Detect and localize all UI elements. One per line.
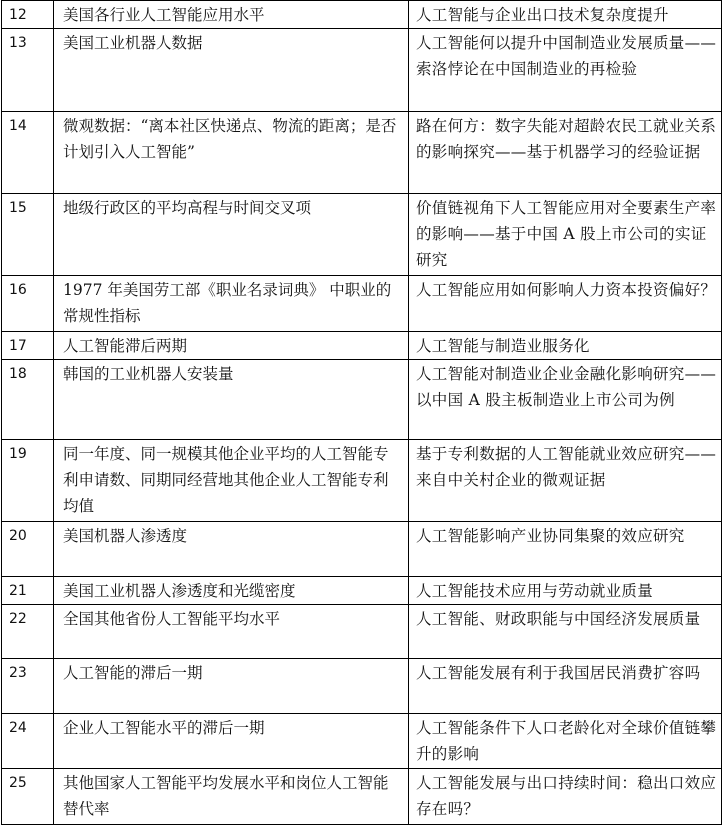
table-row <box>2 194 722 276</box>
row-number: 17 <box>2 332 54 360</box>
row-number: 15 <box>2 194 54 276</box>
table-row <box>2 659 722 714</box>
instrument-variable-cell: 地级行政区的平均高程与时间交叉项 <box>54 194 409 276</box>
table-row <box>2 360 722 440</box>
row-number: 14 <box>2 112 54 194</box>
paper-title-cell: 人工智能应用如何影响人力资本投资偏好？ <box>409 276 722 332</box>
paper-title-cell: 人工智能发展与出口持续时间：稳出口效应存在吗？ <box>409 769 722 825</box>
table-row <box>2 714 722 769</box>
row-number: 24 <box>2 714 54 769</box>
row-number: 13 <box>2 29 54 112</box>
instrument-variable-cell: 人工智能的滞后一期 <box>54 659 409 714</box>
instrument-variable-cell: 企业人工智能水平的滞后一期 <box>54 714 409 769</box>
paper-title-cell: 路在何方：数字失能对超龄农民工就业关系的影响探究——基于机器学习的经验证据 <box>409 112 722 194</box>
instrument-variable-cell: 人工智能滞后两期 <box>54 332 409 360</box>
table-row <box>2 769 722 825</box>
instrument-variable-cell: 美国工业机器人渗透度和光缆密度 <box>54 577 409 605</box>
table-row <box>2 1 722 29</box>
instrument-variable-cell: 美国各行业人工智能应用水平 <box>54 1 409 29</box>
row-number: 25 <box>2 769 54 825</box>
instrument-variable-cell: 美国机器人渗透度 <box>54 522 409 577</box>
table-row <box>2 605 722 659</box>
table-row <box>2 522 722 577</box>
paper-title-cell: 人工智能与制造业服务化 <box>409 332 722 360</box>
table-row <box>2 332 722 360</box>
row-number: 22 <box>2 605 54 659</box>
literature-table <box>1 0 722 825</box>
row-number: 16 <box>2 276 54 332</box>
table-row <box>2 276 722 332</box>
paper-title-cell: 人工智能对制造业企业金融化影响研究——以中国 A 股主板制造业上市公司为例 <box>409 360 722 440</box>
table-row <box>2 577 722 605</box>
row-number: 20 <box>2 522 54 577</box>
table-row <box>2 29 722 112</box>
paper-title-cell: 人工智能影响产业协同集聚的效应研究 <box>409 522 722 577</box>
instrument-variable-cell: 1977 年美国劳工部《职业名录词典》 中职业的常规性指标 <box>54 276 409 332</box>
paper-title-cell: 人工智能发展有利于我国居民消费扩容吗 <box>409 659 722 714</box>
table-row <box>2 112 722 194</box>
paper-title-cell: 价值链视角下人工智能应用对全要素生产率的影响——基于中国 A 股上市公司的实证研究 <box>409 194 722 276</box>
row-number: 12 <box>2 1 54 29</box>
paper-title-cell: 人工智能何以提升中国制造业发展质量——索洛悖论在中国制造业的再检验 <box>409 29 722 112</box>
row-number: 21 <box>2 577 54 605</box>
paper-title-cell: 人工智能技术应用与劳动就业质量 <box>409 577 722 605</box>
instrument-variable-cell: 全国其他省份人工智能平均水平 <box>54 605 409 659</box>
paper-title-cell: 基于专利数据的人工智能就业效应研究——来自中关村企业的微观证据 <box>409 440 722 522</box>
table-row <box>2 440 722 522</box>
row-number: 18 <box>2 360 54 440</box>
row-number: 19 <box>2 440 54 522</box>
instrument-variable-cell: 同一年度、同一规模其他企业平均的人工智能专利申请数、同期同经营地其他企业人工智能专利均值 <box>54 440 409 522</box>
instrument-variable-cell: 微观数据：“离本社区快递点、物流的距离；是否计划引入人工智能” <box>54 112 409 194</box>
paper-title-cell: 人工智能条件下人口老龄化对全球价值链攀升的影响 <box>409 714 722 769</box>
paper-title-cell: 人工智能与企业出口技术复杂度提升 <box>409 1 722 29</box>
row-number: 23 <box>2 659 54 714</box>
instrument-variable-cell: 美国工业机器人数据 <box>54 29 409 112</box>
instrument-variable-cell: 其他国家人工智能平均发展水平和岗位人工智能替代率 <box>54 769 409 825</box>
paper-title-cell: 人工智能、财政职能与中国经济发展质量 <box>409 605 722 659</box>
instrument-variable-cell: 韩国的工业机器人安装量 <box>54 360 409 440</box>
